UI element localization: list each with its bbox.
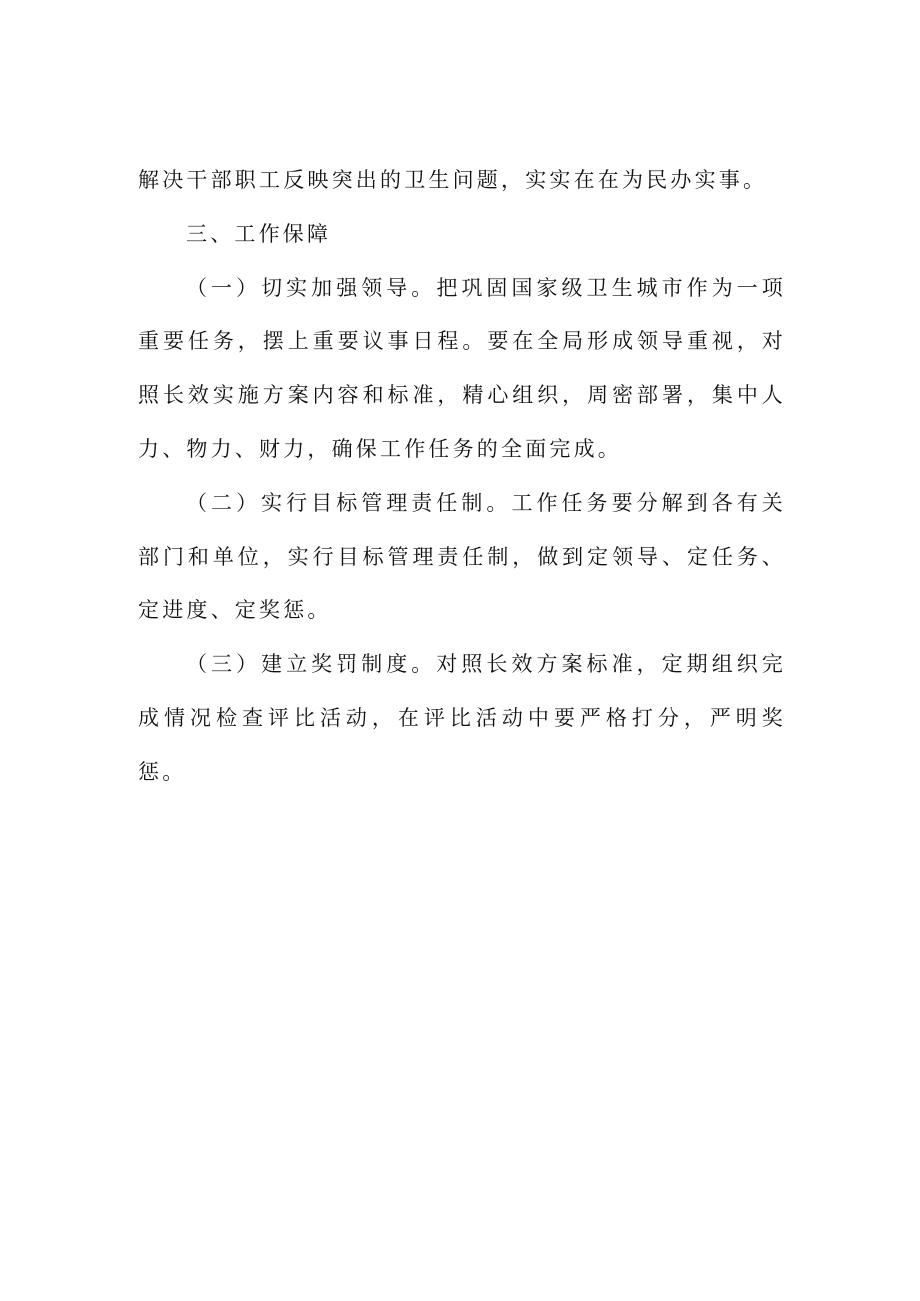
paragraph-reward-punishment: （三）建立奖罚制度。对照长效方案标准，定期组织完成情况检查评比活动，在评比活动中要严格打分，严明奖惩。 <box>138 652 786 784</box>
paragraph-leadership: （一）切实加强领导。把巩固国家级卫生城市作为一项重要任务，摆上重要议事日程。要在全局形成领导重视，对照长效实施方案内容和标准，精心组织，周密部署，集中人力、物力、财力，确保工作任务的全面完成。 <box>138 275 786 461</box>
section-heading-work-guarantee: 三、工作保障 <box>186 221 332 246</box>
paragraph-continuation: 解决干部职工反映突出的卫生问题，实实在在为民办实事。 <box>138 168 768 192</box>
paragraph-responsibility-system: （二）实行目标管理责任制。工作任务要分解到各有关部门和单位，实行目标管理责任制，做到定领导、定任务、定进度、定奖惩。 <box>138 490 786 623</box>
body-text <box>138 154 786 800</box>
